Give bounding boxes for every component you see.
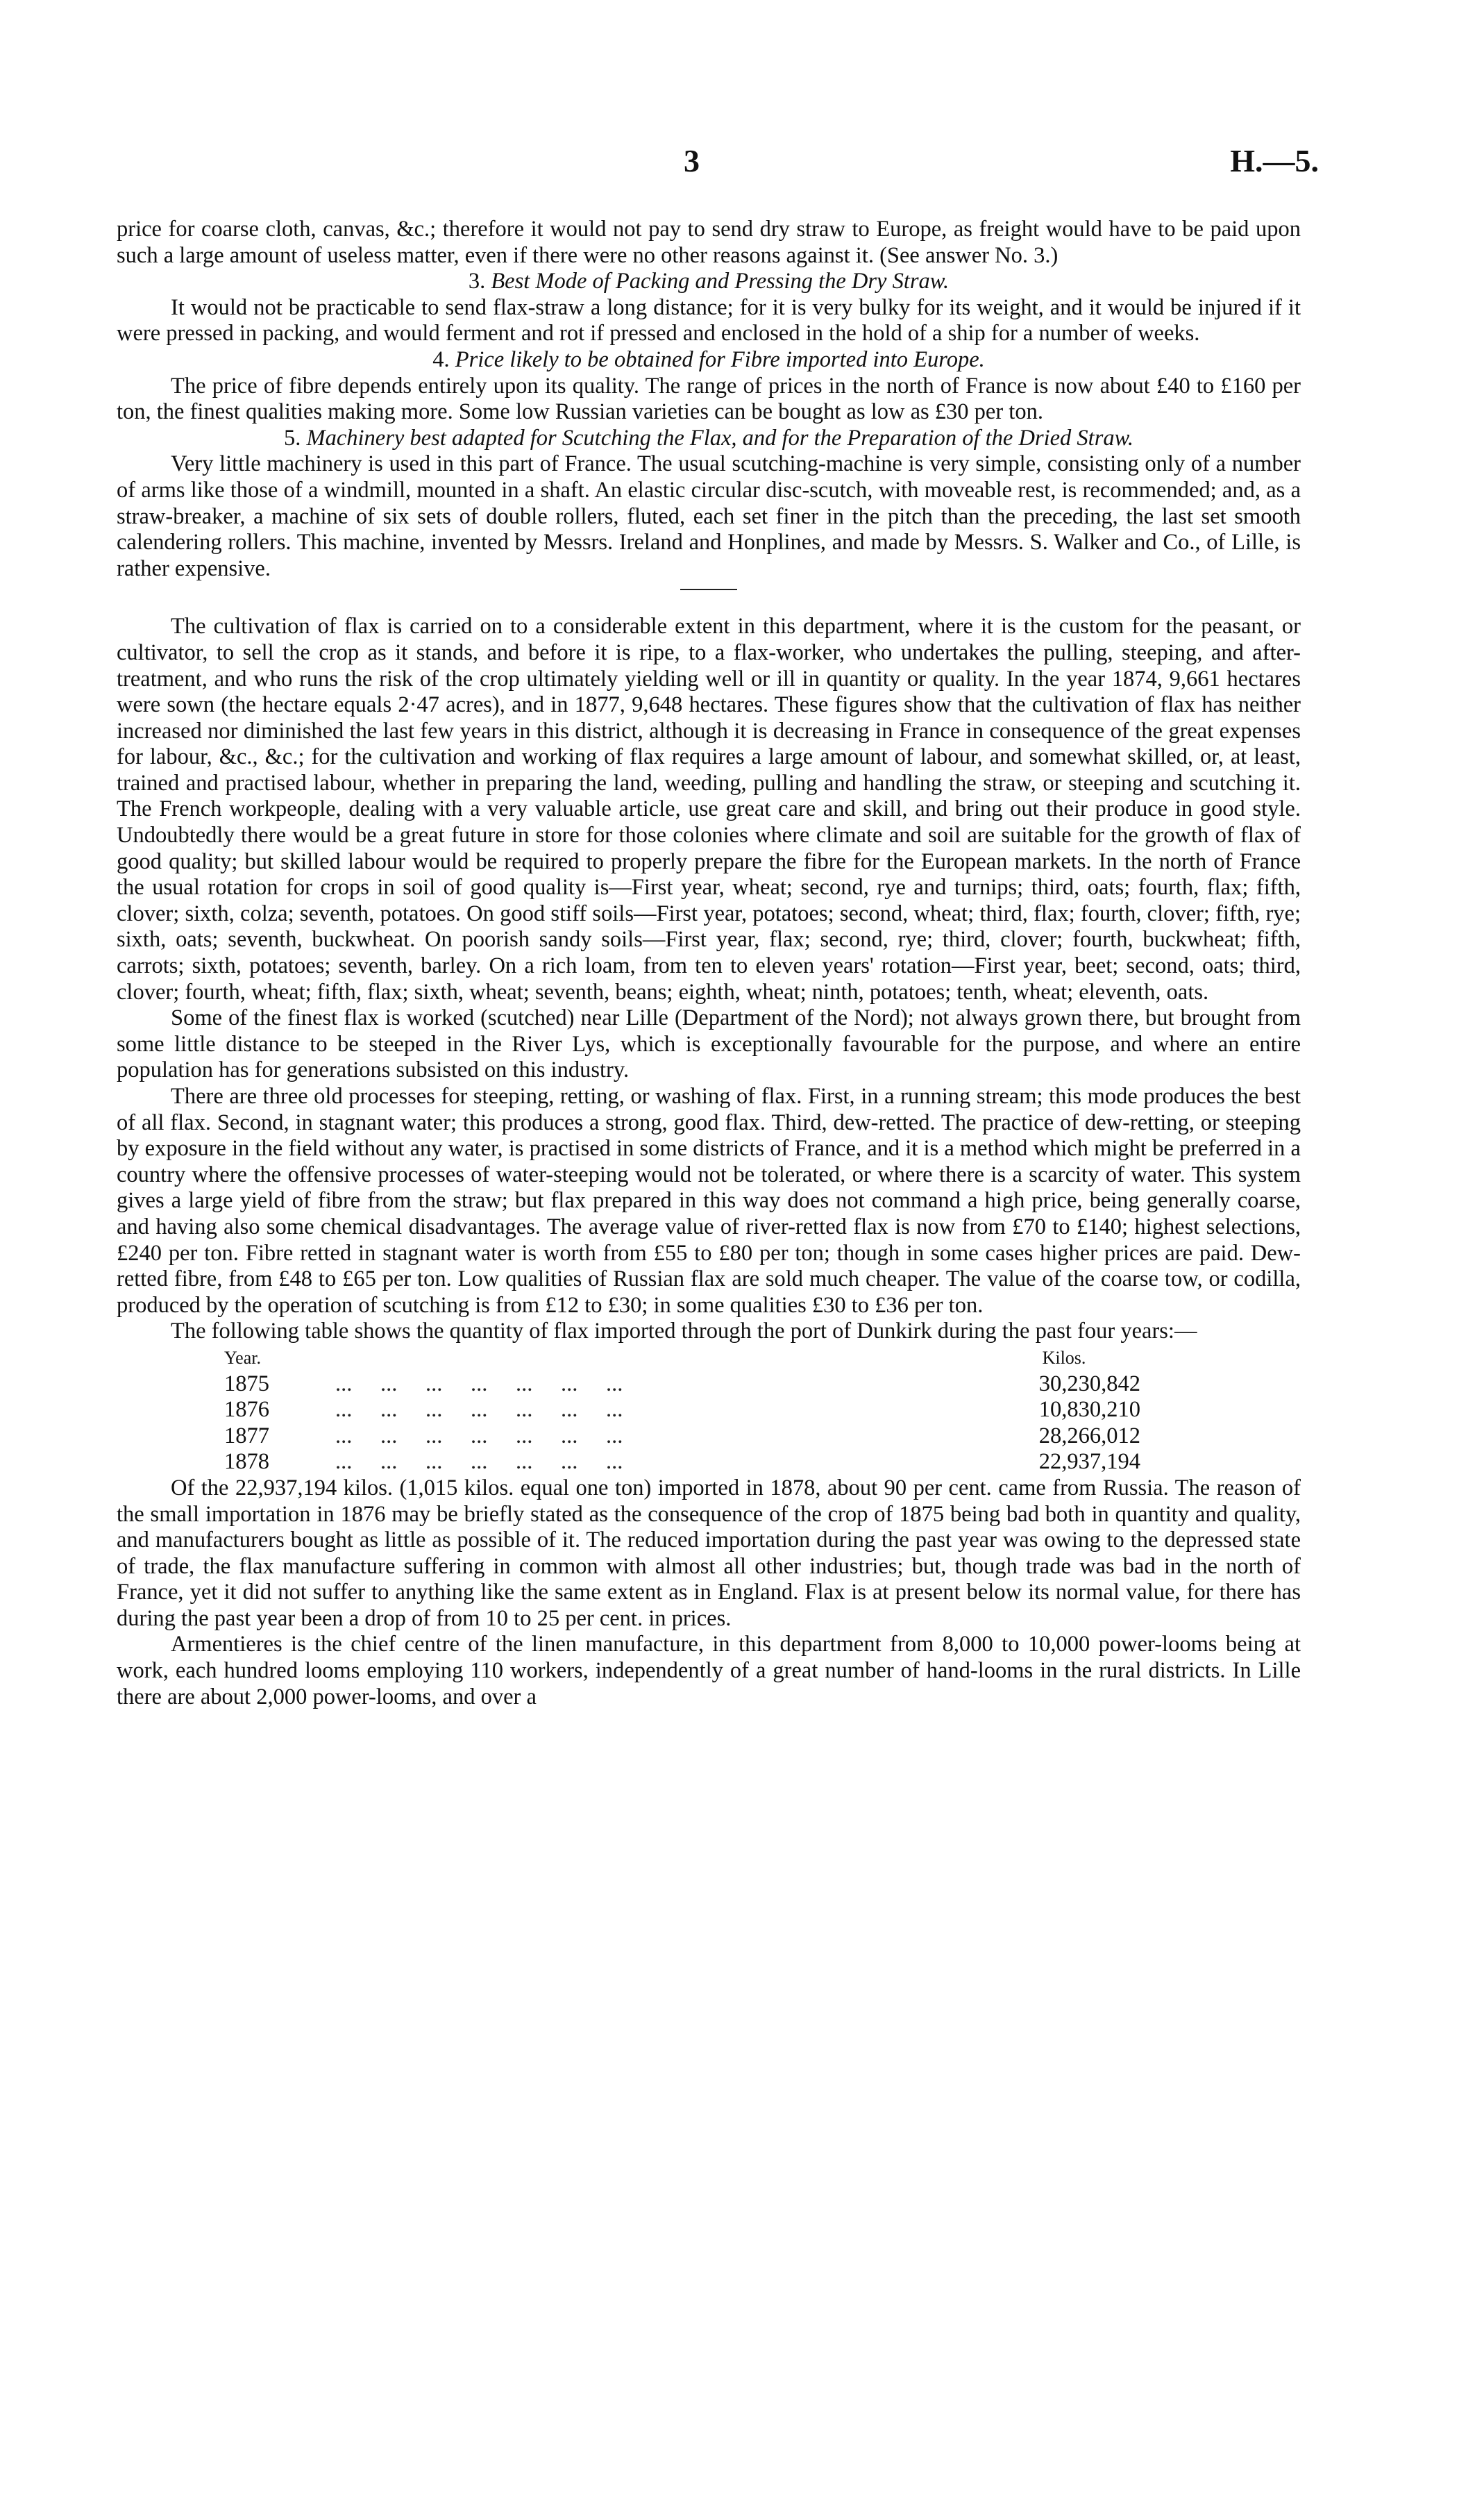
page-number: 3 — [684, 143, 700, 178]
dot-leader: ... ... ... ... ... ... ... — [335, 1449, 623, 1475]
section-heading-4: 4. Price likely to be obtained for Fibre imported into Europe. — [432, 346, 985, 372]
kilos-cell: 22,937,194 — [1038, 1449, 1140, 1475]
dot-leader: ... ... ... ... ... ... ... — [335, 1371, 623, 1396]
column-header-year: Year. — [224, 1347, 261, 1368]
section-heading-5: 5. Machinery best adapted for Scutching the Flax, and for the Preparation of the Dried Straw. — [284, 425, 1133, 451]
section-divider — [680, 589, 737, 590]
body-paragraph-table-intro: The following table shows the quantity of flax imported through the port of Dunkirk during the past four years:— — [171, 1319, 1197, 1344]
intro-paragraph: price for coarse cloth, canvas, &c.; therefore it would not pay to send dry straw to Europe, as freight would have to be paid upon such a large amount of useless matter, even if there were no other reasons against it. (See answer No. 3.) — [117, 217, 1301, 268]
table-row — [224, 1449, 1140, 1475]
column-header-kilos: Kilos. — [1042, 1347, 1086, 1368]
body-paragraph-armentieres: Armentieres is the chief centre of the linen manufacture, in this department from 8,000 to 10,000 power-looms being at work, each hundred looms employing 110 workers, independently of a great number of hand-looms in the rural districts. In Lille there are about 2,000 power-looms, and over a — [117, 1632, 1301, 1709]
section-heading-3: 3. Best Mode of Packing and Pressing the Dry Straw. — [468, 269, 950, 294]
kilos-cell: 28,266,012 — [1038, 1423, 1140, 1448]
year-cell: 1875 — [224, 1371, 269, 1396]
year-cell: 1876 — [224, 1397, 269, 1423]
imports-table — [224, 1345, 1140, 1475]
kilos-cell: 30,230,842 — [1038, 1371, 1140, 1396]
body-paragraph-russia: Of the 22,937,194 kilos. (1,015 kilos. equal one ton) imported in 1878, about 90 per cent. came from Russia. The reason of the small importation in 1876 may be briefly stated as the consequence of the crop of 1875 being bad both in quantity and quality, and manufacturers bought as little as possible of it. The reduced importation during the past year was owing to the depressed state of trade, the flax manufacture suffering in common with almost all other industries; but, though trade was bad in the north of France, yet it did not suffer to anything like the same extent as in England. Flax is at present below its normal value, for there has during the past year been a drop of from 10 to 25 per cent. in prices. — [117, 1475, 1301, 1631]
table-header-row — [224, 1345, 1140, 1371]
table-row — [224, 1397, 1140, 1423]
body-paragraph-steeping: There are three old processes for steeping, retting, or washing of flax. First, in a running stream; this mode produces the best of all flax. Second, in stagnant water; this produces a strong, good flax. Third, dew-retted. The practice of dew-retting, or steeping by exposure in the field without any water, is practised in some districts of France, and it is a method which might be preferred in a country where the offensive processes of water-steeping would not be tolerated, or where there is a scarcity of water. This system gives a large yield of fibre from the straw; but flax prepared in this way does not command a high price, being generally coarse, and having also some chemical disadvantages. The average value of river-retted flax is now from £70 to £140; highest selections, £240 per ton. Fibre retted in stagnant water is worth from £55 to £80 per ton; though in some cases higher prices are paid. Dew-retted fibre, from £48 to £65 per ton. Low qualities of Russian flax are sold much cheaper. The value of the coarse tow, or codilla, produced by the operation of scutching is from £12 to £30; in some qualities £30 to £36 per ton. — [117, 1084, 1301, 1318]
year-cell: 1878 — [224, 1449, 269, 1475]
document-reference: H.—5. — [1230, 143, 1319, 178]
section-text-3: It would not be practicable to send flax-straw a long distance; for it is very bulky for its weight, and it would be injured if it were pressed in packing, and would ferment and rot if pressed and enclosed in the hold of a ship for a number of weeks. — [117, 294, 1301, 346]
section-text-5: Very little machinery is used in this part of France. The usual scutching-machine is very simple, consisting only of a number of arms like those of a windmill, mounted in a shaft. An elastic circular disc-scutch, with moveable rest, is recommended; and, as a straw-breaker, a machine of six sets of double rollers, fluted, each set finer in the pitch than the preceding, the last set smooth calendering rollers. This machine, invented by Messrs. Ireland and Honplines, and made by Messrs. S. Walker and Co., of Lille, is rather expensive. — [117, 451, 1301, 581]
kilos-cell: 10,830,210 — [1038, 1397, 1140, 1423]
section-text-4: The price of fibre depends entirely upon its quality. The range of prices in the north of France is now about £40 to £160 per ton, the finest qualities making more. Some low Russian varieties can be bought as low as £30 per ton. — [117, 373, 1301, 425]
body-paragraph-cultivation: The cultivation of flax is carried on to a considerable extent in this department, where it is the custom for the peasant, or cultivator, to sell the crop as it stands, and before it is ripe, to a flax-worker, who undertakes the pulling, steeping, and after-treatment, and who runs the risk of the crop ultimately yielding well or ill in quantity or quality. In the year 1874, 9,661 hectares were sown (the hectare equals 2·47 acres), and in 1877, 9,648 hectares. These figures show that the cultivation of flax has neither increased nor diminished the last few years in this district, although it is decreasing in France in consequence of the great expenses for labour, &c., &c.; for the cultivation and working of flax requires a large amount of labour, and somewhat skilled, or, at least, trained and practised labour, whether in preparing the land, weeding, pulling and handling the straw, or steeping and scutching it. The French workpeople, dealing with a very valuable article, use great care and skill, and bring out their produce in good style. Undoubtedly there would be a great future in store for those colonies where climate and soil are suitable for the growth of flax of good quality; but skilled labour would be required to properly prepare the fibre for the European markets. In the north of France the usual rotation for crops in soil of good quality is—First year, wheat; second, rye and turnips; third, oats; fourth, flax; fifth, clover; sixth, colza; seventh, potatoes. On good stiff soils—First year, potatoes; second, wheat; third, flax; fourth, clover; fifth, rye; sixth, oats; seventh, buckwheat. On poorish sandy soils—First year, flax; second, rye; third, clover; fourth, buckwheat; fifth, carrots; sixth, potatoes; seventh, barley. On a rich loam, from ten to eleven years' rotation—First year, beet; second, oats; third, clover; fourth, wheat; fifth, flax; sixth, wheat; seventh, beans; eighth, wheat; ninth, potatoes; tenth, wheat; eleventh, oats. — [117, 614, 1301, 1005]
table-row — [224, 1371, 1140, 1398]
dot-leader: ... ... ... ... ... ... ... — [335, 1423, 623, 1448]
dot-leader: ... ... ... ... ... ... ... — [335, 1397, 623, 1423]
body-paragraph-lille: Some of the finest flax is worked (scutched) near Lille (Department of the Nord); not always grown there, but brought from some little distance to be steeped in the River Lys, which is exceptionally favourable for the purpose, and where an entire population has for generations subsisted on this industry. — [117, 1005, 1301, 1083]
page-content — [117, 217, 1301, 1710]
year-cell: 1877 — [224, 1423, 269, 1448]
table-row — [224, 1423, 1140, 1450]
